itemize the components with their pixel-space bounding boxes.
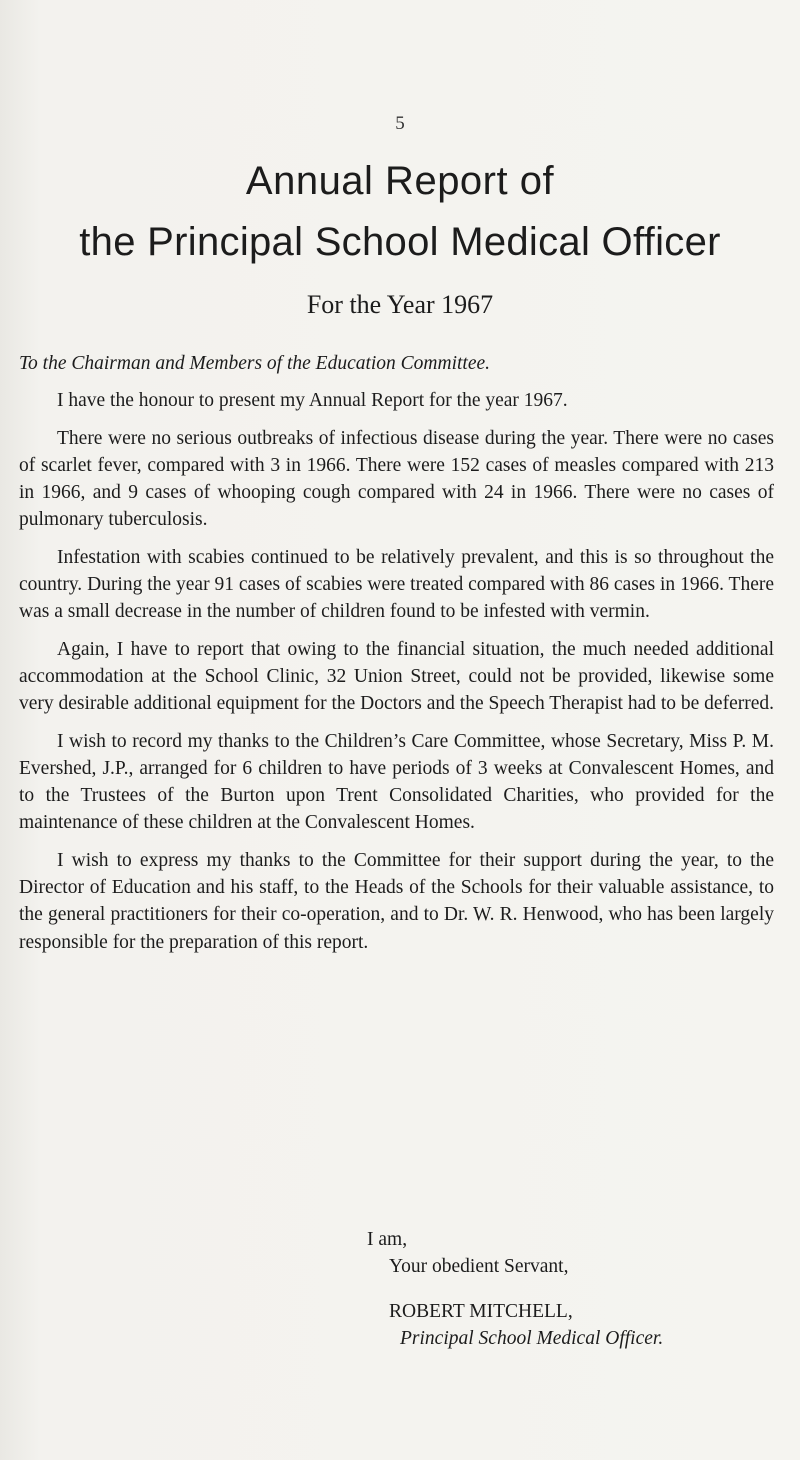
paragraph-thanks: I wish to express my thanks to the Committee for their support during the year, to the Director of Education and his staff, to the Heads of the Schools for their valuable assistance, to the general practitioners for their co-operation, and to Dr. W. R. Henwood, who has been largely responsible for the preparation of this report. <box>19 849 774 953</box>
page-number: 5 <box>395 113 405 134</box>
salutation: To the Chairman and Members of the Education Committee. <box>19 353 491 374</box>
paragraph-infectious-disease: There were no serious outbreaks of infectious disease during the year. There were no cases of scarlet fever, compared with 3 in 1966. There were 152 cases of measles compared with 213 in 1966, and 9 cases of whooping cough compared with 24 in 1966. There were no cases of pulmonary tuberculosis. <box>19 427 774 531</box>
report-year-heading: For the Year 1967 <box>306 290 494 319</box>
paragraph-accommodation: Again, I have to report that owing to the financial situation, the much needed additional accommodation at the School Clinic, 32 Union Street, could not be provided, likewise some very desirable additional equipment for the Doctors and the Speech Therapist had to be deferred. <box>19 638 774 715</box>
paragraph-convalescent-homes: I wish to record my thanks to the Children’s Care Committee, whose Secretary, Miss P. M. Evershed, J.P., arranged for 6 children to have periods of 3 weeks at Convalescent Homes, and to the Trustees of the Burton upon Trent Consolidated Charities, who provided for the maintenance of these children at the Convalescent Homes. <box>19 730 774 834</box>
report-body <box>19 350 774 966</box>
closing-i-am: I am, <box>367 1229 408 1250</box>
signature-name: ROBERT MITCHELL, <box>389 1301 573 1322</box>
report-title-line-1: Annual Report of <box>245 159 555 203</box>
paragraph-scabies: Infestation with scabies continued to be relatively prevalent, and this is so throughout the country. During the year 91 cases of scabies were treated compared with 86 cases in 1966. There was a small decrease in the number of children found to be infested with vermin. <box>19 546 774 623</box>
closing-servant: Your obedient Servant, <box>389 1256 569 1277</box>
signature-title: Principal School Medical Officer. <box>400 1328 664 1349</box>
report-title-line-2: the Principal School Medical Officer <box>79 220 721 264</box>
paragraph-introduction: I have the honour to present my Annual Report for the year 1967. <box>57 390 568 412</box>
